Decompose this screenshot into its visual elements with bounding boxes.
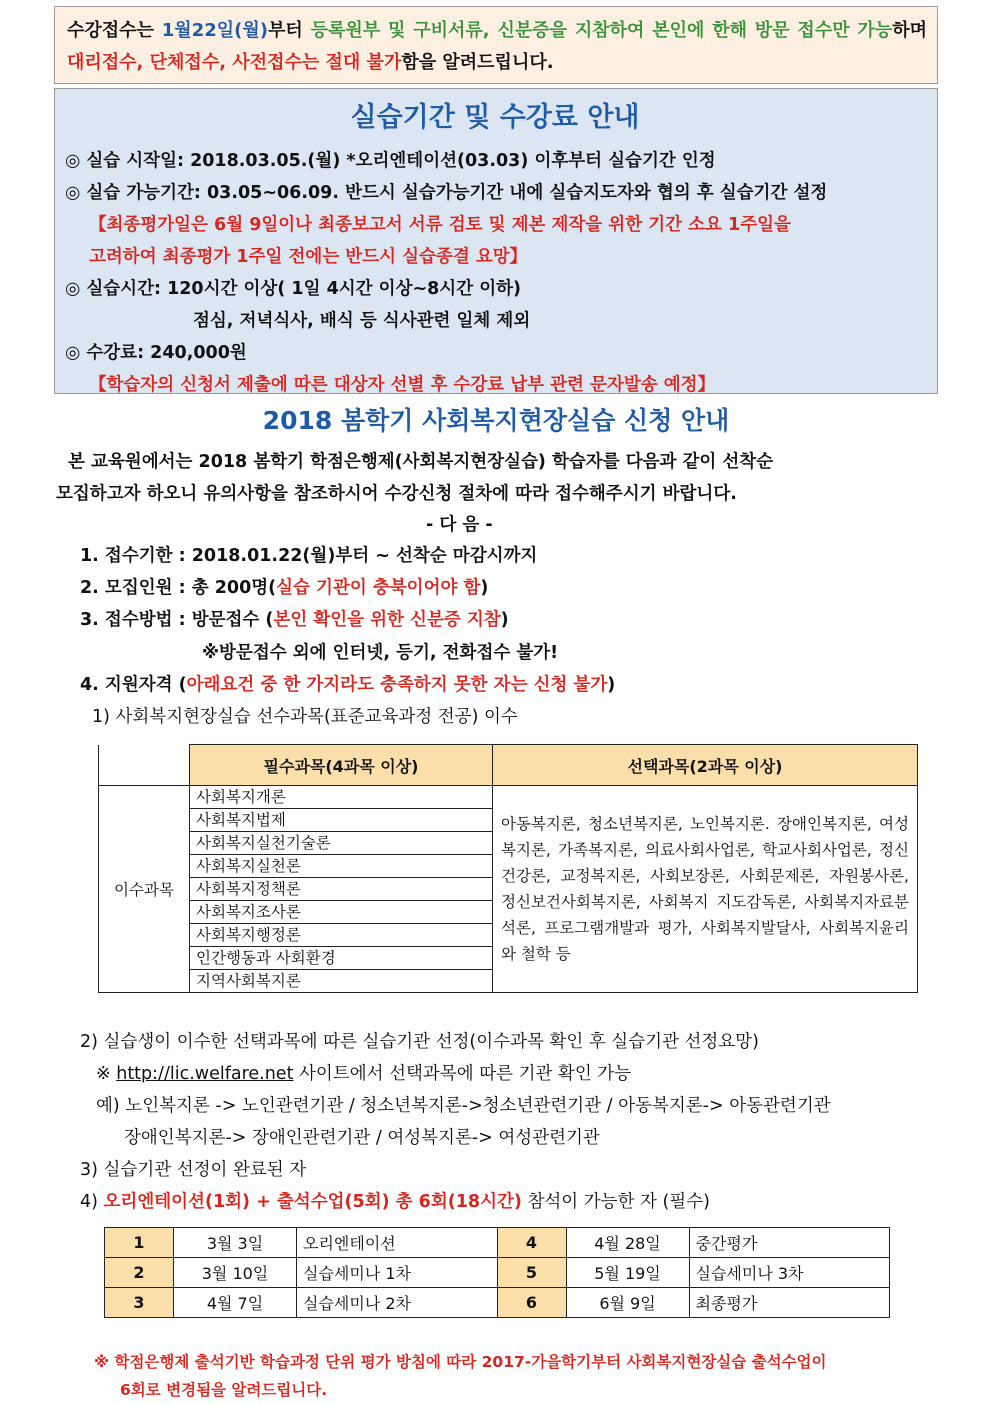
table-row [105,1258,890,1288]
notice-date: 1월22일(월) [161,20,268,41]
item-eligibility [80,670,615,700]
notice-prohibition: 대리접수, 단체접수, 사전접수는 절대 불가 [67,52,402,73]
notice-text: 부터 [267,20,311,41]
site-note [96,1059,631,1089]
notice-requirement: 등록원부 및 구비서류, 신분증을 지참하여 본인에 한해 방문 접수만 가능 [310,20,893,41]
table-row [105,1288,890,1318]
schedule-table [104,1227,890,1318]
required-course: 지역사회복지론 [190,970,493,993]
period-fee-note: 【학습자의 신청서 제출에 따른 대상자 선별 후 수강료 납부 관련 문자발송 예정】 [89,375,716,395]
note-mark: ※ [96,1064,117,1084]
session-number: 2 [105,1258,174,1288]
required-course: 사회복지정책론 [190,878,493,901]
item-text: ) [500,610,509,630]
table-row [105,1228,890,1258]
da-eum-heading: - 다 음 - [426,515,493,535]
session-date: 4월 7일 [174,1288,297,1318]
footer-line: ※ 학점은행제 출석기반 학습과정 단위 평가 방침에 따라 2017-가을학기부터 사회복지현장실습 출석수업이 [94,1353,827,1371]
optional-header: 선택과목(2과목 이상) [493,745,918,786]
welfare-site-link[interactable]: http://lic.welfare.net [116,1064,294,1084]
intro-line: 본 교육원에서는 2018 봄학기 학점은행제(사회복지현장실습) 학습자를 다음과 같이 선착순 [68,452,774,472]
item-highlight: 본인 확인을 위한 신분증 지참 [273,610,501,630]
period-title: 실습기간 및 수강료 안내 [350,102,640,133]
period-note-line: 【최종평가일은 6월 9일이나 최종보고서 서류 검토 및 제본 제작을 위한 기간 소요 1주일을 [89,215,791,235]
required-course: 사회복지법제 [190,809,493,832]
item-text: 4. 지원자격 ( [80,675,187,695]
section-2: 2) 실습생이 이수한 선택과목에 따른 실습기관 선정(이수과목 확인 후 실습기관 선정요망) [80,1032,759,1052]
period-hours-note: 점심, 저녁식사, 배식 등 식사관련 일체 제외 [193,311,531,331]
practice-period-box [54,88,938,394]
notice-text: 하며 [892,20,927,41]
session-number: 6 [497,1288,566,1318]
example-line: 예) 노인복지론 -> 노인관련기관 / 청소년복지론->청소년관련기관 / 아동복지론-> 아동관련기관 [96,1096,831,1116]
item-highlight: 실습 기관이 충북이어야 함 [276,578,481,598]
row-label: 이수과목 [99,786,190,993]
item-text: 4) [80,1192,104,1212]
example-line: 장애인복지론-> 장애인관련기관 / 여성복지론-> 여성관련기관 [124,1128,600,1148]
required-course: 사회복지개론 [190,786,493,809]
session-number: 5 [497,1258,566,1288]
note-text: 사이트에서 선택과목에 따른 기관 확인 가능 [293,1064,632,1084]
period-fee-line: ◎ 수강료: 240,000원 [65,343,247,363]
session-event: 최종평가 [689,1288,890,1318]
period-range-line: ◎ 실습 가능기간: 03.05~06.09. 반드시 실습가능기간 내에 실습지도자와 협의 후 실습기간 설정 [65,183,828,203]
session-number: 1 [105,1228,174,1258]
footer-line: 6회로 변경됨을 알려드립니다. [120,1381,328,1399]
session-event: 실습세미나 2차 [297,1288,498,1318]
required-course: 사회복지조사론 [190,901,493,924]
notice-text: 함을 알려드립니다. [401,52,554,73]
item-text: ) [480,578,489,598]
session-date: 3월 10일 [174,1258,297,1288]
notice-text: 수강접수는 [67,20,162,41]
section-3: 3) 실습기관 선정이 완료된 자 [80,1160,307,1180]
intro-line: 모집하고자 하오니 유의사항을 참조하시어 수강신청 절차에 따라 접수해주시기 바랍니다. [56,484,737,504]
item-text: ) [607,675,616,695]
session-date: 4월 28일 [566,1228,689,1258]
session-date: 6월 9일 [566,1288,689,1318]
item-recruit [80,573,488,603]
footer-note [94,1348,894,1404]
table-corner [99,745,190,786]
session-date: 3월 3일 [174,1228,297,1258]
item-method [80,605,509,635]
required-course: 사회복지행정론 [190,924,493,947]
eligibility-sub-1: 1) 사회복지현장실습 선수과목(표준교육과정 전공) 이수 [92,707,518,727]
required-header: 필수과목(4과목 이상) [190,745,493,786]
item-text: 참석이 가능한 자 (필수) [521,1192,710,1212]
session-number: 3 [105,1288,174,1318]
period-start-line: ◎ 실습 시작일: 2018.03.05.(월) *오리엔테이션(03.03) 이후부터 실습기간 인정 [65,151,716,171]
required-course: 사회복지실천론 [190,855,493,878]
period-hours-line: ◎ 실습시간: 120시간 이상( 1일 4시간 이상~8시간 이하) [65,279,522,299]
session-event: 오리엔테이션 [297,1228,498,1258]
required-course: 인간행동과 사회환경 [190,947,493,970]
optional-courses: 아동복지론, 청소년복지론, 노인복지론. 장애인복지론, 여성복지론, 가족복지론, 의료사회사업론, 학교사회사업론, 정신건강론, 교정복지론, 사회보장론, 사회문제론, 자원봉사론, 정신보건사회복지론, 사회복지 지도감독론, 사회복지자료분석론, 프로그램개발과 평가, 사회복지발달사, 사회복지윤리와 철학 등 [493,786,918,993]
page-title: 2018 봄학기 사회복지현장실습 신청 안내 [262,406,730,435]
period-note-line: 고려하여 최종평가 1주일 전에는 반드시 실습종결 요망】 [89,247,528,267]
session-event: 실습세미나 1차 [297,1258,498,1288]
session-event: 실습세미나 3차 [689,1258,890,1288]
item-text: 3. 접수방법 : 방문접수 ( [80,610,274,630]
section-4 [80,1187,710,1217]
course-table [98,744,918,993]
notice-box [54,6,938,84]
method-note: ※방문접수 외에 인터넷, 등기, 전화접수 불가! [202,643,559,663]
required-course: 사회복지실천기술론 [190,832,493,855]
item-text: 2. 모집인원 : 총 200명( [80,578,277,598]
session-event: 중간평가 [689,1228,890,1258]
session-date: 5월 19일 [566,1258,689,1288]
session-number: 4 [497,1228,566,1258]
item-highlight: 아래요건 중 한 가지라도 충족하지 못한 자는 신청 불가 [186,675,608,695]
attendance-requirement: 오리엔테이션(1회) + 출석수업(5회) 총 6회(18시간) [103,1192,522,1212]
item-deadline: 1. 접수기한 : 2018.01.22(월)부터 ~ 선착순 마감시까지 [80,546,538,566]
